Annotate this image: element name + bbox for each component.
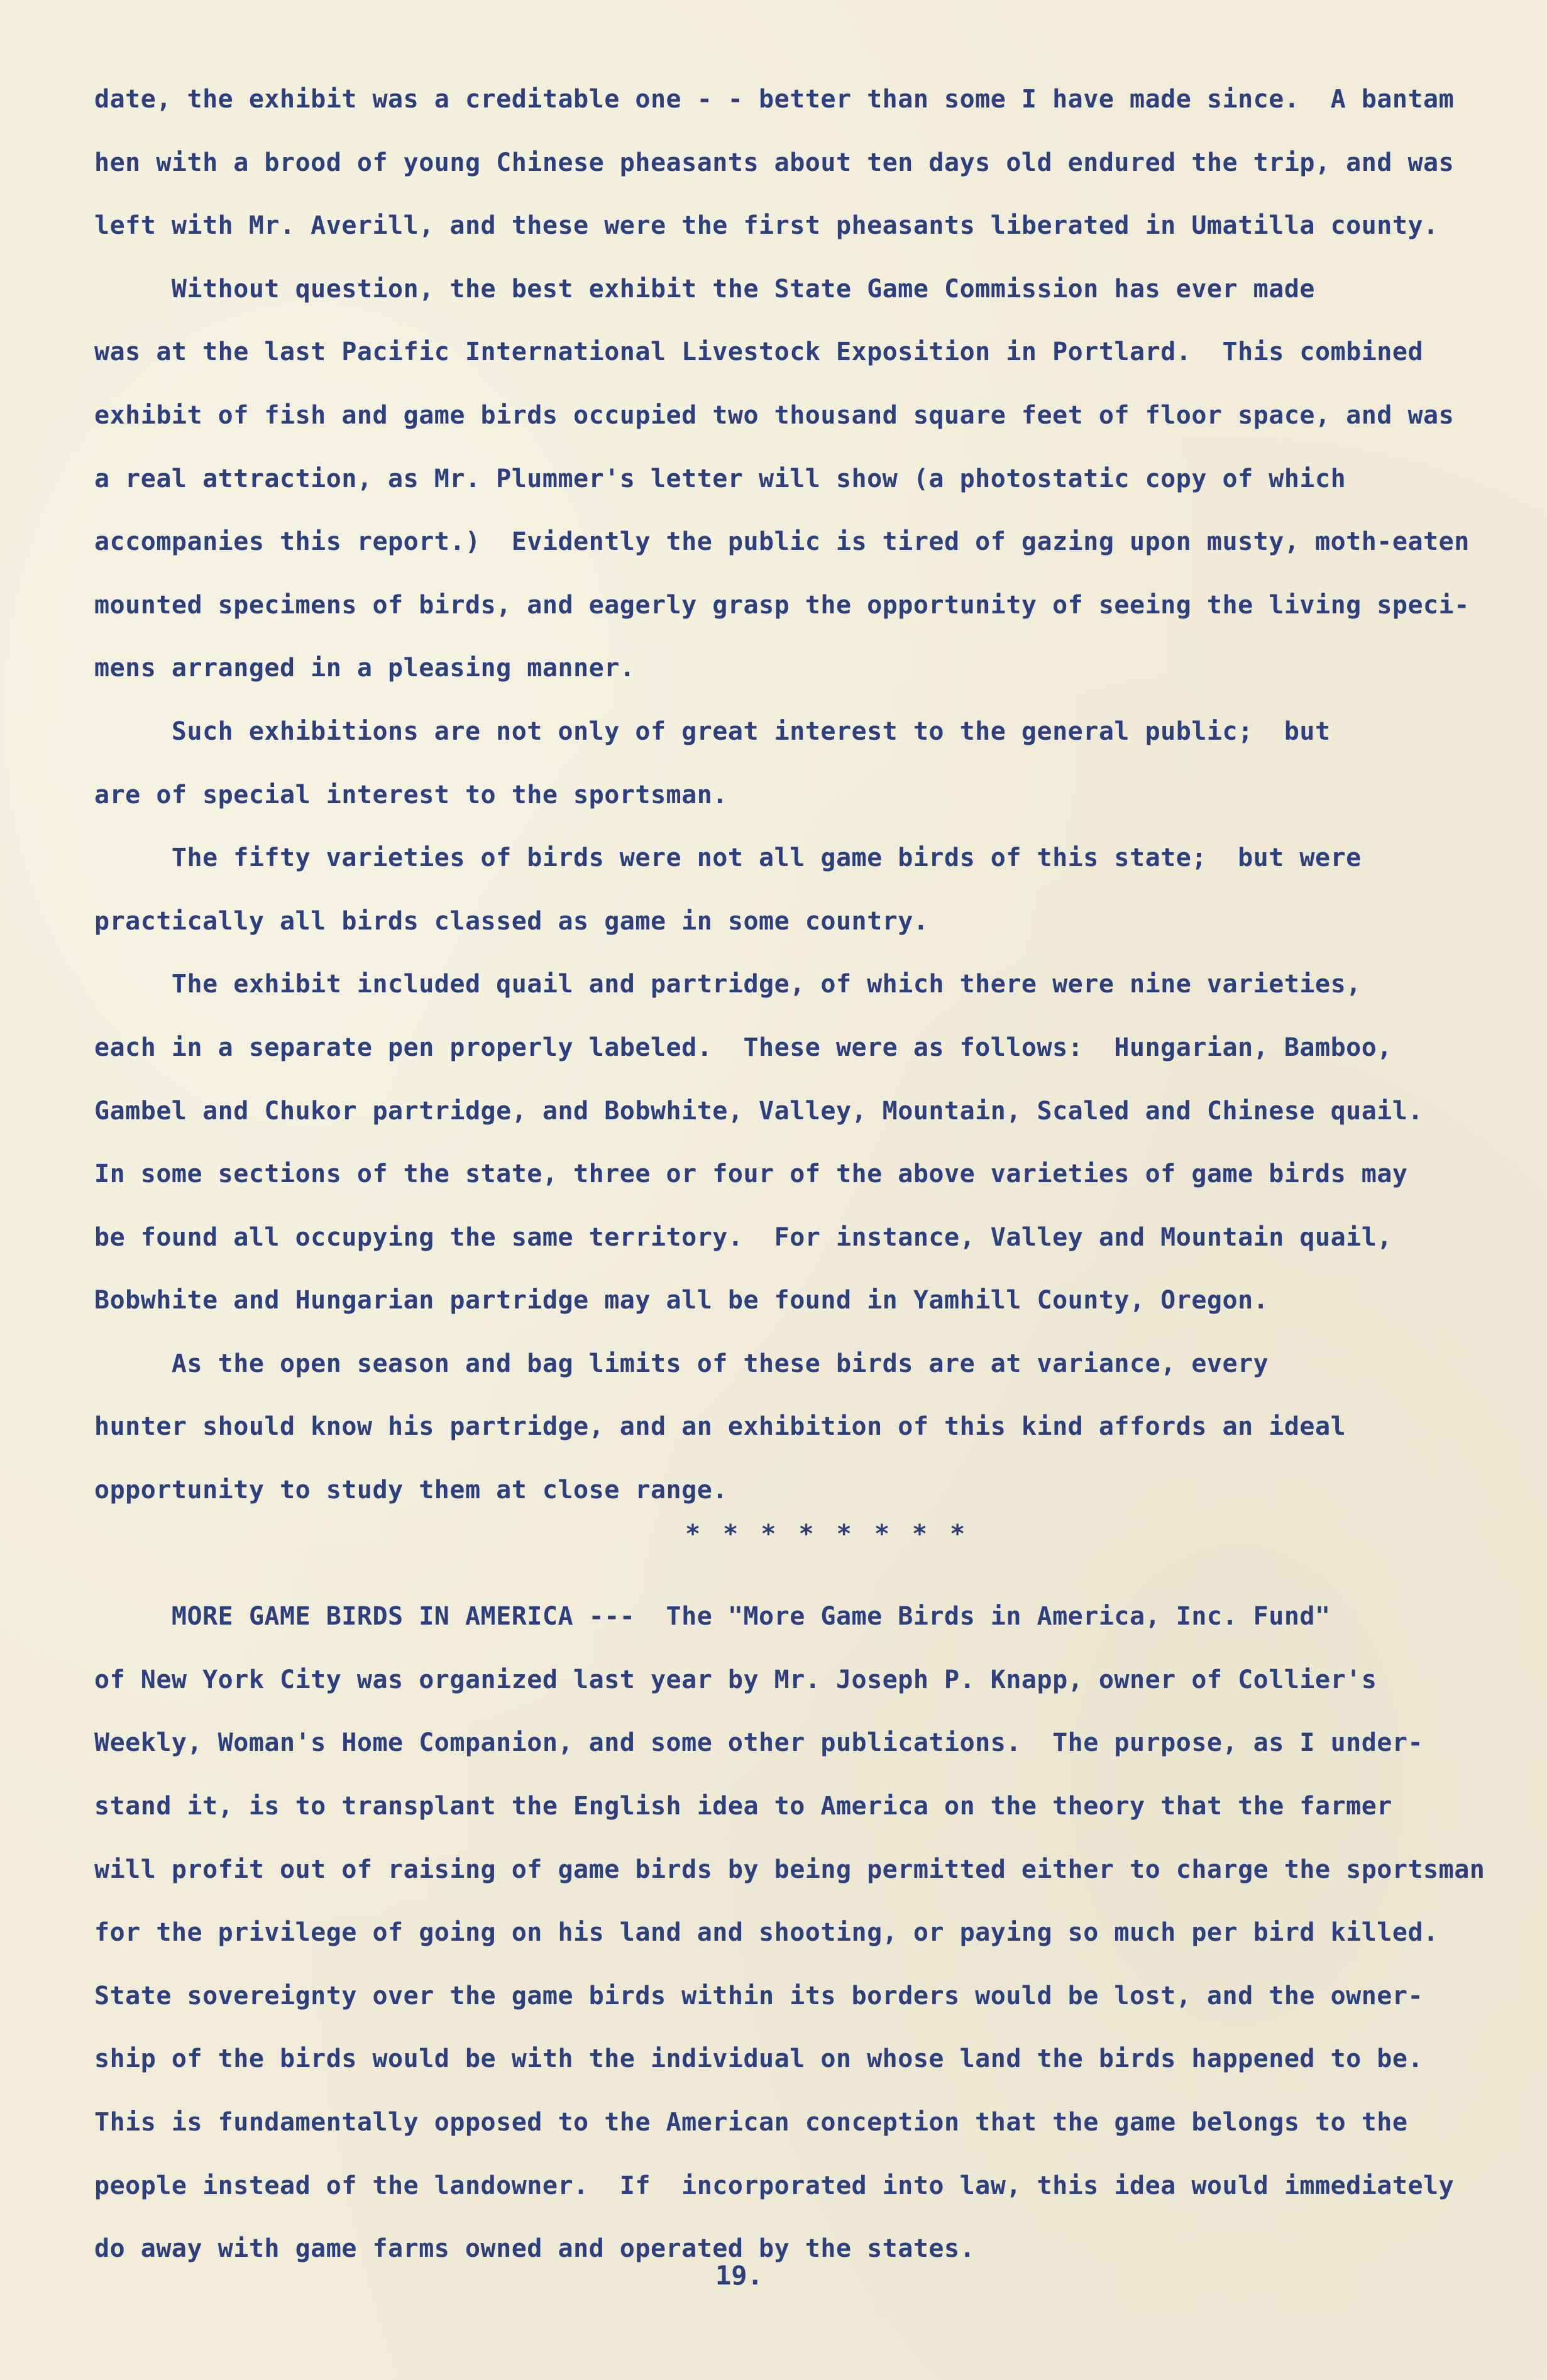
text-line: are of special interest to the sportsman. [94,780,728,809]
text-line: As the open season and bag limits of these birds are at variance, every [94,1349,1269,1378]
text-line: of New York City was organized last year by Mr. Joseph P. Knapp, owner of Collier's [94,1665,1377,1694]
text-line: stand it, is to transplant the English idea to America on the theory that the farmer [94,1792,1392,1821]
text-line: Weekly, Woman's Home Companion, and some other publications. The purpose, as I under- [94,1728,1424,1758]
text-line: ship of the birds would be with the individual on whose land the birds happened to be. [94,2044,1424,2074]
text-line: MORE GAME BIRDS IN AMERICA --- The "More Game Birds in America, Inc. Fund" [94,1602,1331,1631]
text-line: do away with game farms owned and operated by the states. [94,2234,976,2264]
text-line: mens arranged in a pleasing manner. [94,654,636,683]
page-number: 19. [715,2260,763,2291]
text-line: opportunity to study them at close range. [94,1476,728,1505]
text-line: State sovereignty over the game birds within its borders would be lost, and the owner- [94,1981,1424,2010]
text-line: each in a separate pen properly labeled. These were as follows: Hungarian, Bamboo, [94,1033,1392,1062]
body-text [94,68,1496,2281]
text-line: Bobwhite and Hungarian partridge may all be found in Yamhill County, Oregon. [94,1286,1269,1315]
text-line: practically all birds classed as game in some country. [94,906,929,936]
text-line: date, the exhibit was a creditable one - - better than some I have made since. A bantam [94,85,1455,114]
text-line: people instead of the landowner. If incorporated into law, this idea would immediately [94,2171,1455,2200]
text-line: Gambel and Chukor partridge, and Bobwhite, Valley, Mountain, Scaled and Chinese quail. [94,1096,1424,1126]
text-line: will profit out of raising of game birds by being permitted either to charge the sportsman [94,1855,1485,1884]
text-line: accompanies this report.) Evidently the public is tired of gazing upon musty, moth-eaten [94,527,1470,557]
section-separator: * * * * * * * * [685,1520,969,1549]
text-line: Such exhibitions are not only of great interest to the general public; but [94,716,1331,746]
text-line: mounted specimens of birds, and eagerly grasp the opportunity of seeing the living speci- [94,590,1470,620]
text-line: The fifty varieties of birds were not all game birds of this state; but were [94,843,1362,873]
text-line: hunter should know his partridge, and an exhibition of this kind affords an ideal [94,1412,1346,1442]
text-line: hen with a brood of young Chinese pheasants about ten days old endured the trip, and was [94,148,1455,177]
text-line: In some sections of the state, three or four of the above varieties of game birds may [94,1160,1408,1189]
text-line: exhibit of fish and game birds occupied two thousand square feet of floor space, and was [94,400,1455,430]
text-line: Without question, the best exhibit the State Game Commission has ever made [94,274,1315,304]
text-line: for the privilege of going on his land and shooting, or paying so much per bird killed. [94,1918,1439,1948]
text-line: was at the last Pacific International Livestock Exposition in Portlard. This combined [94,337,1424,367]
text-line: The exhibit included quail and partridge, of which there were nine varieties, [94,970,1362,999]
text-line: left with Mr. Averill, and these were the first pheasants liberated in Umatilla county. [94,211,1439,241]
text-line: be found all occupying the same territory. For instance, Valley and Mountain quail, [94,1222,1392,1252]
text-line: a real attraction, as Mr. Plummer's letter will show (a photostatic copy of which [94,464,1346,493]
text-line: This is fundamentally opposed to the American conception that the game belongs to the [94,2108,1408,2137]
